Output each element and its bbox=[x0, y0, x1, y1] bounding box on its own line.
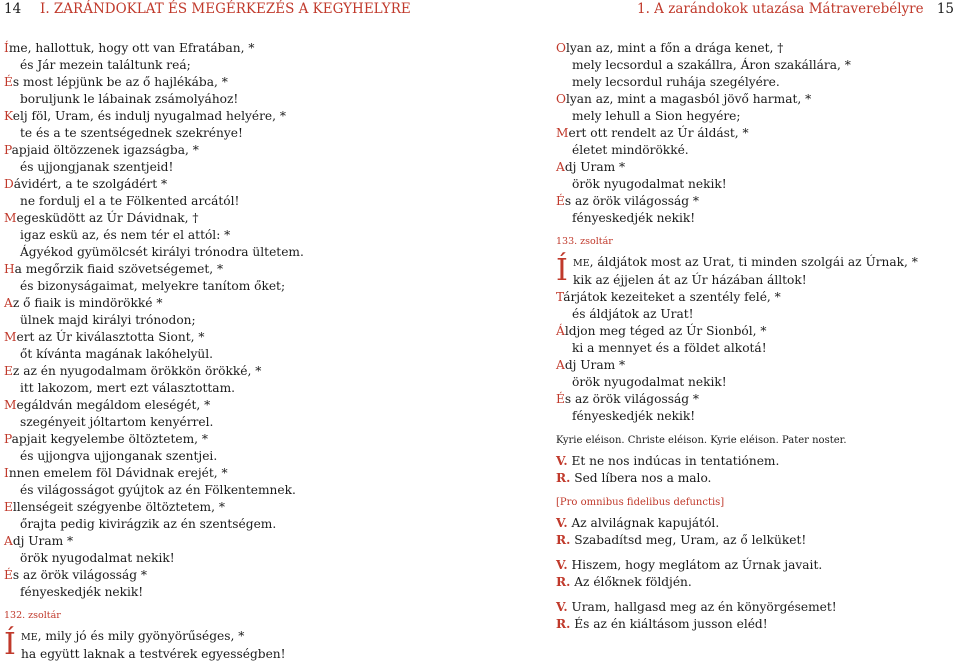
versicle-text: Et ne nos indúcas in tentatiónem. bbox=[567, 454, 780, 468]
verse-line bbox=[556, 391, 956, 408]
verse-initial: I bbox=[4, 466, 9, 480]
verse-continuation: és bizonyságaimat, melyekre tanítom őket; bbox=[20, 279, 286, 293]
verse-initial: A bbox=[4, 534, 13, 548]
verse-line bbox=[556, 40, 956, 57]
verse-line bbox=[4, 295, 474, 312]
verse-text: apjaid öltözzenek igazságba, * bbox=[11, 143, 199, 157]
verse-initial: A bbox=[4, 296, 13, 310]
verse-text: árjátok kezeiteket a szentély felé, * bbox=[563, 290, 781, 304]
drop-line-1: , áldjátok most az Urat, ti minden szolgái az Úrnak, * bbox=[589, 255, 918, 269]
drop-cap: Í bbox=[4, 627, 16, 662]
versicle-symbol: V. bbox=[556, 600, 568, 614]
verse-initial: M bbox=[4, 330, 17, 344]
verse-initial: O bbox=[556, 92, 566, 106]
verse-continuation: őrajta pedig kivirágzik az én szentségem. bbox=[20, 517, 277, 531]
verse-line bbox=[556, 91, 956, 108]
verse-line bbox=[4, 397, 474, 414]
verse-initial: D bbox=[4, 177, 14, 191]
response-symbol: R. bbox=[556, 533, 571, 547]
verse-initial: É bbox=[4, 75, 13, 89]
versicle-text: Szabadítsd meg, Uram, az ő lelküket! bbox=[570, 533, 807, 547]
verse-line bbox=[556, 193, 956, 210]
drop-line-2: ha együtt laknak a testvérek egyességben! bbox=[21, 647, 286, 661]
drop-cap-verse bbox=[4, 628, 474, 663]
right-running-title: 1. A zarándokok utazása Mátraverebélyre bbox=[637, 1, 924, 17]
verse-text: s az örök világosság * bbox=[12, 568, 147, 582]
verse-initial: É bbox=[556, 194, 565, 208]
verse-continuation: és Jár mezein találtunk reá; bbox=[20, 58, 191, 72]
verse-text: llenségeit szégyenbe öltöztetem, * bbox=[12, 500, 225, 514]
verse-initial: É bbox=[4, 568, 13, 582]
drop-line-2: kik az éjjelen át az Úr házában álltok! bbox=[573, 273, 807, 287]
drop-smallcaps: ME bbox=[573, 258, 590, 269]
verse-initial: Í bbox=[4, 41, 9, 55]
verse-continuation: ülnek majd királyi trónodon; bbox=[20, 313, 196, 327]
verse-text: dj Uram * bbox=[564, 160, 626, 174]
drop-smallcaps: ME bbox=[21, 632, 38, 643]
drop-line-1: , mily jó és mily gyönyörűséges, * bbox=[37, 629, 245, 643]
verse-line bbox=[4, 142, 474, 159]
verse-line bbox=[4, 465, 474, 482]
versicle-block-4 bbox=[556, 599, 956, 633]
verse-initial: K bbox=[4, 109, 13, 123]
verse-text: elj föl, Uram, és indulj nyugalmad helyére, * bbox=[12, 109, 286, 123]
verse-text: nnen emelem föl Dávidnak erejét, * bbox=[8, 466, 228, 480]
verse-line bbox=[556, 159, 956, 176]
response-symbol: R. bbox=[556, 617, 571, 631]
right-page-number: 15 bbox=[936, 1, 954, 17]
verse-text: lyan az, mint a főn a drága kenet, † bbox=[566, 41, 784, 55]
verse-initial: A bbox=[556, 358, 565, 372]
left-page-number: 14 bbox=[4, 1, 22, 17]
response-symbol: R. bbox=[556, 575, 571, 589]
verse-continuation: és világosságot gyújtok az én Fölkentemnek. bbox=[20, 483, 296, 497]
versicle-block-3 bbox=[556, 557, 956, 591]
verse-initial: M bbox=[4, 398, 17, 412]
verse-initial: E bbox=[4, 500, 13, 514]
verse-continuation: fényeskedjék nekik! bbox=[20, 585, 144, 599]
versicle-text: Uram, hallgasd meg az én könyörgésemet! bbox=[567, 600, 837, 614]
versicle-line bbox=[556, 557, 956, 574]
left-column bbox=[4, 40, 474, 663]
verse-text: dj Uram * bbox=[12, 534, 74, 548]
verse-line bbox=[4, 329, 474, 346]
verse-line bbox=[4, 431, 474, 448]
verse-line bbox=[4, 499, 474, 516]
verse-continuation: életet mindörökké. bbox=[572, 143, 689, 157]
verse-continuation: és ujjongjanak szentjeid! bbox=[20, 160, 174, 174]
verse-text: ávidért, a te szolgádért * bbox=[13, 177, 168, 191]
verse-line bbox=[4, 108, 474, 125]
verse-text: egesküdött az Úr Dávidnak, † bbox=[16, 211, 199, 225]
verse-continuation: fényeskedjék nekik! bbox=[572, 409, 696, 423]
verse-initial: M bbox=[556, 126, 569, 140]
verse-text: lyan az, mint a magasból jövő harmat, * bbox=[566, 92, 812, 106]
rubric: [Pro omnibus fidelibus defunctis] bbox=[556, 497, 725, 508]
verse-initial: E bbox=[4, 364, 13, 378]
verse-text: s az örök világosság * bbox=[564, 194, 699, 208]
versicle-line bbox=[556, 470, 956, 487]
verse-initial: Á bbox=[556, 324, 565, 338]
verse-line bbox=[4, 261, 474, 278]
verse-line bbox=[4, 567, 474, 584]
verse-line bbox=[556, 357, 956, 374]
verse-initial: T bbox=[556, 290, 564, 304]
versicle-block-2 bbox=[556, 515, 956, 549]
versicle-text: És az én kiáltásom jusson eléd! bbox=[570, 617, 768, 631]
right-column bbox=[556, 40, 956, 633]
verse-continuation: mely lehull a Sion hegyére; bbox=[572, 109, 741, 123]
versicle-line bbox=[556, 532, 956, 549]
psalm-number-133: 133. zsoltár bbox=[556, 236, 613, 247]
verse-continuation: örök nyugodalmat nekik! bbox=[572, 375, 727, 389]
verse-continuation: ne fordulj el a te Fölkented arcától! bbox=[20, 194, 240, 208]
verse-continuation: örök nyugodalmat nekik! bbox=[572, 177, 727, 191]
versicle-text: Sed líbera nos a malo. bbox=[570, 471, 712, 485]
verse-continuation: mely lecsordul ruhája szegélyére. bbox=[572, 75, 780, 89]
verse-text: s most lépjünk be az ő hajlékába, * bbox=[12, 75, 228, 89]
left-psalm-stanzas bbox=[4, 40, 474, 601]
versicle-block-1 bbox=[556, 453, 956, 487]
verse-text: s az örök világosság * bbox=[564, 392, 699, 406]
verse-text: ert az Úr kiválasztotta Siont, * bbox=[16, 330, 205, 344]
verse-initial: P bbox=[4, 432, 12, 446]
verse-line bbox=[4, 210, 474, 227]
page-header bbox=[0, 0, 960, 24]
verse-line bbox=[4, 74, 474, 91]
verse-continuation: te és a te szentségednek szekrénye! bbox=[20, 126, 243, 140]
verse-text: dj Uram * bbox=[564, 358, 626, 372]
drop-cap: Í bbox=[556, 253, 568, 288]
versicle-text: Az alvilágnak kapujától. bbox=[567, 516, 720, 530]
verse-text: ert ott rendelt az Úr áldást, * bbox=[568, 126, 749, 140]
verse-initial: O bbox=[556, 41, 566, 55]
response-symbol: R. bbox=[556, 471, 571, 485]
verse-line bbox=[4, 40, 474, 57]
verse-continuation: mely lecsordul a szakállra, Áron szakállára, * bbox=[572, 58, 851, 72]
verse-initial: H bbox=[4, 262, 15, 276]
verse-line bbox=[556, 323, 956, 340]
verse-continuation: igaz eskü az, és nem tér el attól: * bbox=[20, 228, 231, 242]
verse-continuation: ki a mennyet és a földet alkotá! bbox=[572, 341, 767, 355]
verse-text: apjait kegyelembe öltöztetem, * bbox=[11, 432, 209, 446]
versicle-line bbox=[556, 599, 956, 616]
versicle-text: Hiszem, hogy meglátom az Úrnak javait. bbox=[567, 558, 823, 572]
verse-continuation: fényeskedjék nekik! bbox=[572, 211, 696, 225]
versicle-symbol: V. bbox=[556, 516, 568, 530]
verse-line bbox=[556, 125, 956, 142]
verse-initial: M bbox=[4, 211, 17, 225]
versicle-line bbox=[556, 453, 956, 470]
verse-continuation: örök nyugodalmat nekik! bbox=[20, 551, 175, 565]
versicle-text: Az élőknek földjén. bbox=[570, 575, 692, 589]
verse-text: a megőrzik fiaid szövetségemet, * bbox=[14, 262, 224, 276]
right-psalm-stanzas bbox=[556, 40, 956, 227]
versicle-symbol: V. bbox=[556, 558, 568, 572]
psalm-number-132: 132. zsoltár bbox=[4, 610, 61, 621]
verse-line bbox=[4, 533, 474, 550]
verse-text: ldjon meg téged az Úr Sionból, * bbox=[564, 324, 767, 338]
versicle-line bbox=[556, 574, 956, 591]
left-running-title: I. ZARÁNDOKLAT ÉS MEGÉRKEZÉS A KEGYHELYRE bbox=[40, 1, 411, 17]
verse-continuation: Ágyékod gyümölcsét királyi trónodra ültetem. bbox=[20, 245, 304, 259]
verse-continuation: és ujjongva ujjonganak szentjei. bbox=[20, 449, 218, 463]
drop-cap-verse bbox=[556, 254, 956, 289]
versicle-line bbox=[556, 515, 956, 532]
versicle-line bbox=[556, 616, 956, 633]
verse-text: me, hallottuk, hogy ott van Efratában, * bbox=[8, 41, 255, 55]
verse-text: egáldván megáldom eleségét, * bbox=[16, 398, 211, 412]
verse-text: z az én nyugodalmam örökkön örökké, * bbox=[12, 364, 262, 378]
verse-line bbox=[4, 176, 474, 193]
kyrie-line: Kyrie eléison. Christe eléison. Kyrie eléison. Pater noster. bbox=[556, 435, 847, 446]
verse-continuation: boruljunk le lábainak zsámolyához! bbox=[20, 92, 239, 106]
right-psalm-stanzas-2 bbox=[556, 289, 956, 425]
verse-continuation: itt lakozom, mert ezt választottam. bbox=[20, 381, 236, 395]
verse-continuation: szegényeit jóltartom kenyérrel. bbox=[20, 415, 214, 429]
versicle-symbol: V. bbox=[556, 454, 568, 468]
verse-initial: A bbox=[556, 160, 565, 174]
verse-text: z ő fiaik is mindörökké * bbox=[12, 296, 163, 310]
verse-line bbox=[4, 363, 474, 380]
verse-line bbox=[556, 289, 956, 306]
verse-continuation: és áldjátok az Urat! bbox=[572, 307, 694, 321]
verse-initial: É bbox=[556, 392, 565, 406]
verse-continuation: őt kívánta magának lakóhelyül. bbox=[20, 347, 214, 361]
verse-initial: P bbox=[4, 143, 12, 157]
